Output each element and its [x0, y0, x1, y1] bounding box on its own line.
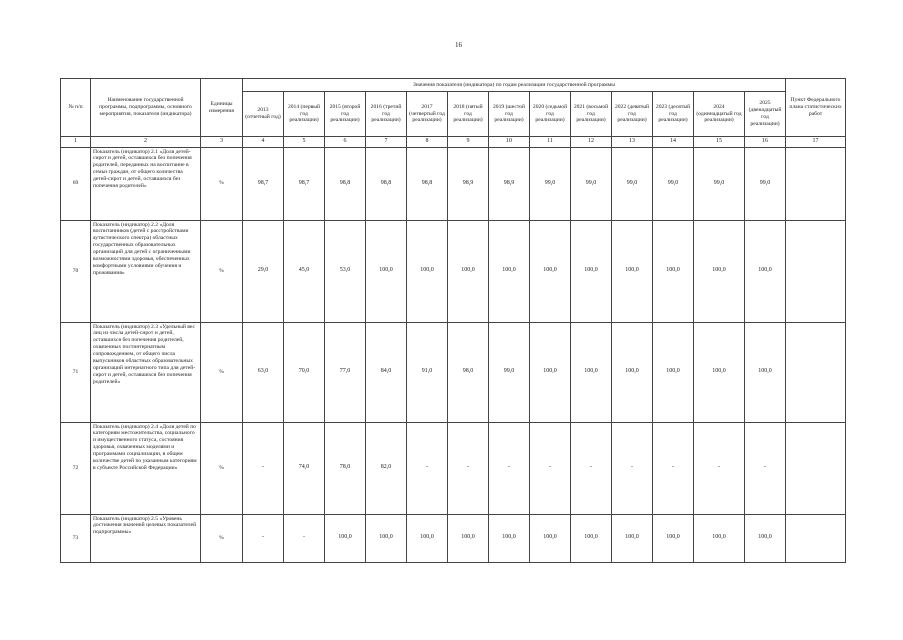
value-cell: - — [653, 422, 694, 514]
value-cell: - — [489, 422, 530, 514]
value-cell: 98,9 — [489, 147, 530, 220]
column-number: 11 — [530, 137, 571, 148]
unit-cell: % — [201, 422, 243, 514]
value-cell: 99,0 — [489, 322, 530, 422]
value-cell: 45,0 — [284, 220, 325, 322]
value-cell: 74,0 — [284, 422, 325, 514]
value-cell: 100,0 — [407, 220, 448, 322]
value-cell: 100,0 — [694, 514, 745, 562]
value-cell: - — [612, 422, 653, 514]
value-cell: 99,0 — [530, 147, 571, 220]
row-number: 72 — [61, 422, 91, 514]
header-year-4: 2016 (третий год реализации) — [366, 92, 407, 137]
value-cell: 98,7 — [284, 147, 325, 220]
value-cell: 78,0 — [325, 422, 366, 514]
page-number: 16 — [455, 41, 462, 49]
column-number: 8 — [407, 137, 448, 148]
column-number: 6 — [325, 137, 366, 148]
value-cell: 100,0 — [407, 514, 448, 562]
value-cell: 100,0 — [489, 220, 530, 322]
header-year-5: 2017 (четвертый год реализации) — [407, 92, 448, 137]
value-cell: - — [448, 422, 489, 514]
header-year-13: 2025 (двенадцатый год реализации) — [745, 92, 786, 137]
value-cell: 84,0 — [366, 322, 407, 422]
value-cell: 100,0 — [694, 220, 745, 322]
value-cell: 98,9 — [448, 147, 489, 220]
header-values-group: Значения показателя (индикатора) по годам реализации государственной программы — [243, 79, 786, 92]
header-year-9: 2021 (восьмой год реализации) — [571, 92, 612, 137]
column-number: 2 — [91, 137, 201, 148]
column-number: 3 — [201, 137, 243, 148]
column-number: 7 — [366, 137, 407, 148]
header-year-6: 2018 (пятый год реализации) — [448, 92, 489, 137]
value-cell: - — [243, 422, 284, 514]
value-cell: - — [571, 422, 612, 514]
value-cell: 100,0 — [653, 220, 694, 322]
value-cell: 98,7 — [243, 147, 284, 220]
value-cell: 99,0 — [612, 147, 653, 220]
indicator-table — [60, 78, 846, 563]
value-cell: 98,8 — [325, 147, 366, 220]
row-number: 69 — [61, 147, 91, 220]
header-year-8: 2020 (седьмой год реализации) — [530, 92, 571, 137]
header-year-7: 2019 (шестой год реализации) — [489, 92, 530, 137]
indicator-name: Показатель (индикатор) 2.3 «Удельный вес лиц из числа детей-сирот и детей, оставшихся без попечения родителей, охваченных постинтернатным сопровождением, от общего числа выпускников областных образовательных организаций интернатного типа для детей-сирот и детей, оставшихся без попечения родителей» — [91, 322, 201, 422]
table-row — [61, 514, 846, 562]
indicator-name: Показатель (индикатор) 2.2 «Доля воспитанников (детей с расстройствами аутистического спектра) областных государственных образовательных организаций для детей с ограниченными возможностями здоровья, обеспеченных комфортными условиями обучения и проживания» — [91, 220, 201, 322]
header-year-11: 2023 (десятый год реализации) — [653, 92, 694, 137]
value-cell: 98,8 — [407, 147, 448, 220]
column-number: 17 — [786, 137, 846, 148]
value-cell: 100,0 — [366, 514, 407, 562]
value-cell: 63,0 — [243, 322, 284, 422]
column-number: 9 — [448, 137, 489, 148]
value-cell: 99,0 — [745, 147, 786, 220]
value-cell: 100,0 — [530, 220, 571, 322]
indicator-name: Показатель (индикатор) 2.5 «Уровень достижения значений целевых показателей подпрограммы» — [91, 514, 201, 562]
value-cell: 98,8 — [366, 147, 407, 220]
value-cell: 100,0 — [489, 514, 530, 562]
unit-cell: % — [201, 220, 243, 322]
stat-plan-cell — [786, 220, 846, 322]
table-row — [61, 147, 846, 220]
column-number: 1 — [61, 137, 91, 148]
unit-cell: % — [201, 147, 243, 220]
value-cell: 100,0 — [571, 322, 612, 422]
unit-cell: % — [201, 322, 243, 422]
value-cell: 100,0 — [530, 322, 571, 422]
indicator-name: Показатель (индикатор) 2.4 «Доля детей по категориям местожительства, социального и имущественного статуса, состояния здоровья, охваченных моделями и программами социализации, в общем количестве детей по указанным категориям в субъекте Российской Федерации» — [91, 422, 201, 514]
value-cell: 77,0 — [325, 322, 366, 422]
value-cell: 100,0 — [366, 220, 407, 322]
stat-plan-cell — [786, 322, 846, 422]
column-number: 12 — [571, 137, 612, 148]
value-cell: 100,0 — [448, 514, 489, 562]
column-number: 16 — [745, 137, 786, 148]
header-year-1: 2013 (отчетный год) — [243, 92, 284, 137]
value-cell: 53,0 — [325, 220, 366, 322]
value-cell: 99,0 — [571, 147, 612, 220]
value-cell: 29,0 — [243, 220, 284, 322]
value-cell: - — [407, 422, 448, 514]
header-stat-plan: Пункт Федерального плана статистических работ — [786, 79, 846, 137]
value-cell: - — [694, 422, 745, 514]
value-cell: 100,0 — [612, 514, 653, 562]
header-year-2: 2014 (первый год реализации) — [284, 92, 325, 137]
column-number: 4 — [243, 137, 284, 148]
value-cell: 99,0 — [694, 147, 745, 220]
column-number: 5 — [284, 137, 325, 148]
unit-cell: % — [201, 514, 243, 562]
value-cell: 100,0 — [448, 220, 489, 322]
column-number: 14 — [653, 137, 694, 148]
header-unit: Единицы измерения — [201, 79, 243, 137]
value-cell: 100,0 — [571, 514, 612, 562]
value-cell: - — [530, 422, 571, 514]
row-number: 71 — [61, 322, 91, 422]
value-cell: 100,0 — [745, 514, 786, 562]
value-cell: 82,0 — [366, 422, 407, 514]
stat-plan-cell — [786, 514, 846, 562]
table-row — [61, 322, 846, 422]
row-number: 73 — [61, 514, 91, 562]
stat-plan-cell — [786, 147, 846, 220]
indicator-name: Показатель (индикатор) 2.1 «Доля детей-сирот и детей, оставшихся без попечения родителей, переданных на воспитание в семьи граждан, от общего количества детей-сирот и детей, оставшихся без попечения родителей» — [91, 147, 201, 220]
header-no: № п/п — [61, 79, 91, 137]
value-cell: 91,0 — [407, 322, 448, 422]
value-cell: 100,0 — [694, 322, 745, 422]
table-row — [61, 422, 846, 514]
value-cell: - — [745, 422, 786, 514]
value-cell: 100,0 — [612, 220, 653, 322]
row-number: 70 — [61, 220, 91, 322]
value-cell: - — [243, 514, 284, 562]
header-year-10: 2022 (девятый год реализации) — [612, 92, 653, 137]
value-cell: 100,0 — [612, 322, 653, 422]
header-name: Наименование государственной программы, подпрограммы, основного мероприятия, показателя (индикатора) — [91, 79, 201, 137]
value-cell: 98,0 — [448, 322, 489, 422]
value-cell: 100,0 — [530, 514, 571, 562]
value-cell: - — [284, 514, 325, 562]
value-cell: 100,0 — [745, 220, 786, 322]
table-row — [61, 220, 846, 322]
value-cell: 100,0 — [325, 514, 366, 562]
value-cell: 100,0 — [653, 514, 694, 562]
value-cell: 100,0 — [571, 220, 612, 322]
column-number: 15 — [694, 137, 745, 148]
column-number: 10 — [489, 137, 530, 148]
column-number: 13 — [612, 137, 653, 148]
value-cell: 99,0 — [653, 147, 694, 220]
stat-plan-cell — [786, 422, 846, 514]
value-cell: 70,0 — [284, 322, 325, 422]
header-year-12: 2024 (одиннадцатый год реализации) — [694, 92, 745, 137]
value-cell: 100,0 — [653, 322, 694, 422]
header-year-3: 2015 (второй год реализации) — [325, 92, 366, 137]
value-cell: 100,0 — [745, 322, 786, 422]
